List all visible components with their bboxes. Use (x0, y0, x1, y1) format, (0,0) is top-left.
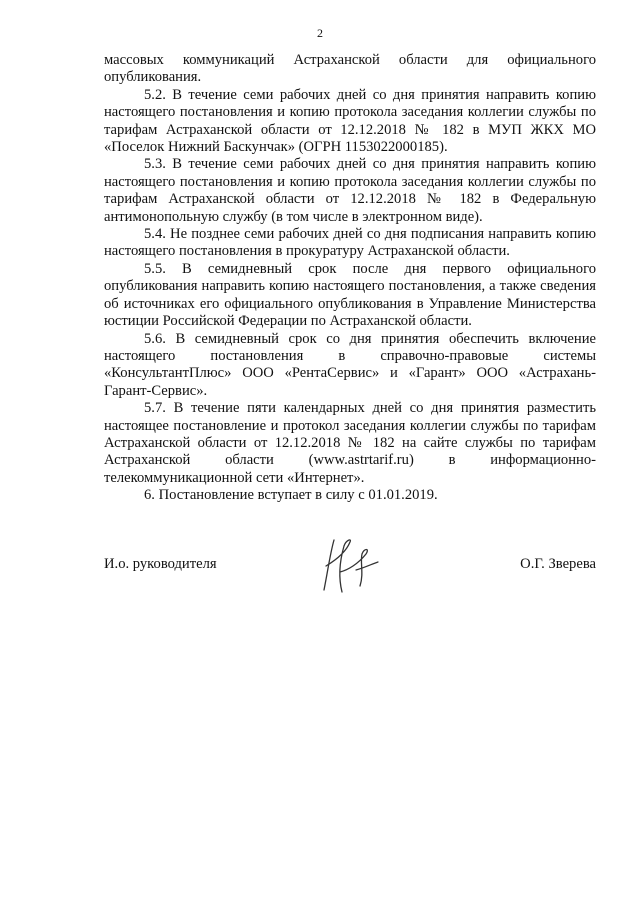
paragraph-5-2: 5.2. В течение семи рабочих дней со дня принятия направить копию настоящего постановления и копию протокола заседания коллегии службы по тарифам Астраханской области от 12.12.2018 № 182 в МУП ЖКХ МО «Поселок Нижний Баскунчак» (ОГРН 1153022000185). (104, 86, 596, 156)
paragraph-5-4: 5.4. Не позднее семи рабочих дней со дня подписания направить копию настоящего постановления в прокуратуру Астраханской области. (104, 226, 596, 260)
paragraph-continuation: массовых коммуникаций Астраханской области для официального опубликования. (104, 52, 596, 86)
signature-block (104, 550, 596, 610)
paragraph-5-3: 5.3. В течение семи рабочих дней со дня принятия направить копию настоящего постановления и копию протокола заседания коллегии службы по тарифам Астраханской области от 12.12.2018 № 182 в Федеральную антимонопольную службу (в том числе в электронном виде). (104, 156, 596, 225)
handwritten-signature (316, 530, 386, 600)
paragraph-6: 6. Постановление вступает в силу с 01.01.2019. (144, 487, 438, 504)
paragraph-5-6: 5.6. В семидневный срок со дня принятия обеспечить включение настоящего постановления в справочно-правовые системы «КонсультантПлюс» ООО «РентаСервис» и «Гарант» ООО «Астрахань-Гарант-Сервис». (104, 330, 596, 399)
signatory-name: О.Г. Зверева (520, 556, 596, 572)
signatory-role: И.о. руководителя (104, 556, 217, 572)
page-number: 2 (317, 26, 323, 40)
paragraph-5-5: 5.5. В семидневный срок после дня первого официального опубликования направить копию настоящего постановления, а также сведения об источниках его официального опубликования в Управление Министерства юстиции Российской Федерации по Астраханской области. (104, 260, 596, 330)
document-body (104, 52, 596, 505)
paragraph-5-7: 5.7. В течение пяти календарных дней со дня принятия разместить настоящее постановление и протокол заседания коллегии службы по тарифам Астраханской области от 12.12.2018 № 182 на сайте службы по тарифам Астраханской области (www.astrtarif.ru) в информационно-телекоммуникационной сети «Интернет». (104, 400, 596, 486)
